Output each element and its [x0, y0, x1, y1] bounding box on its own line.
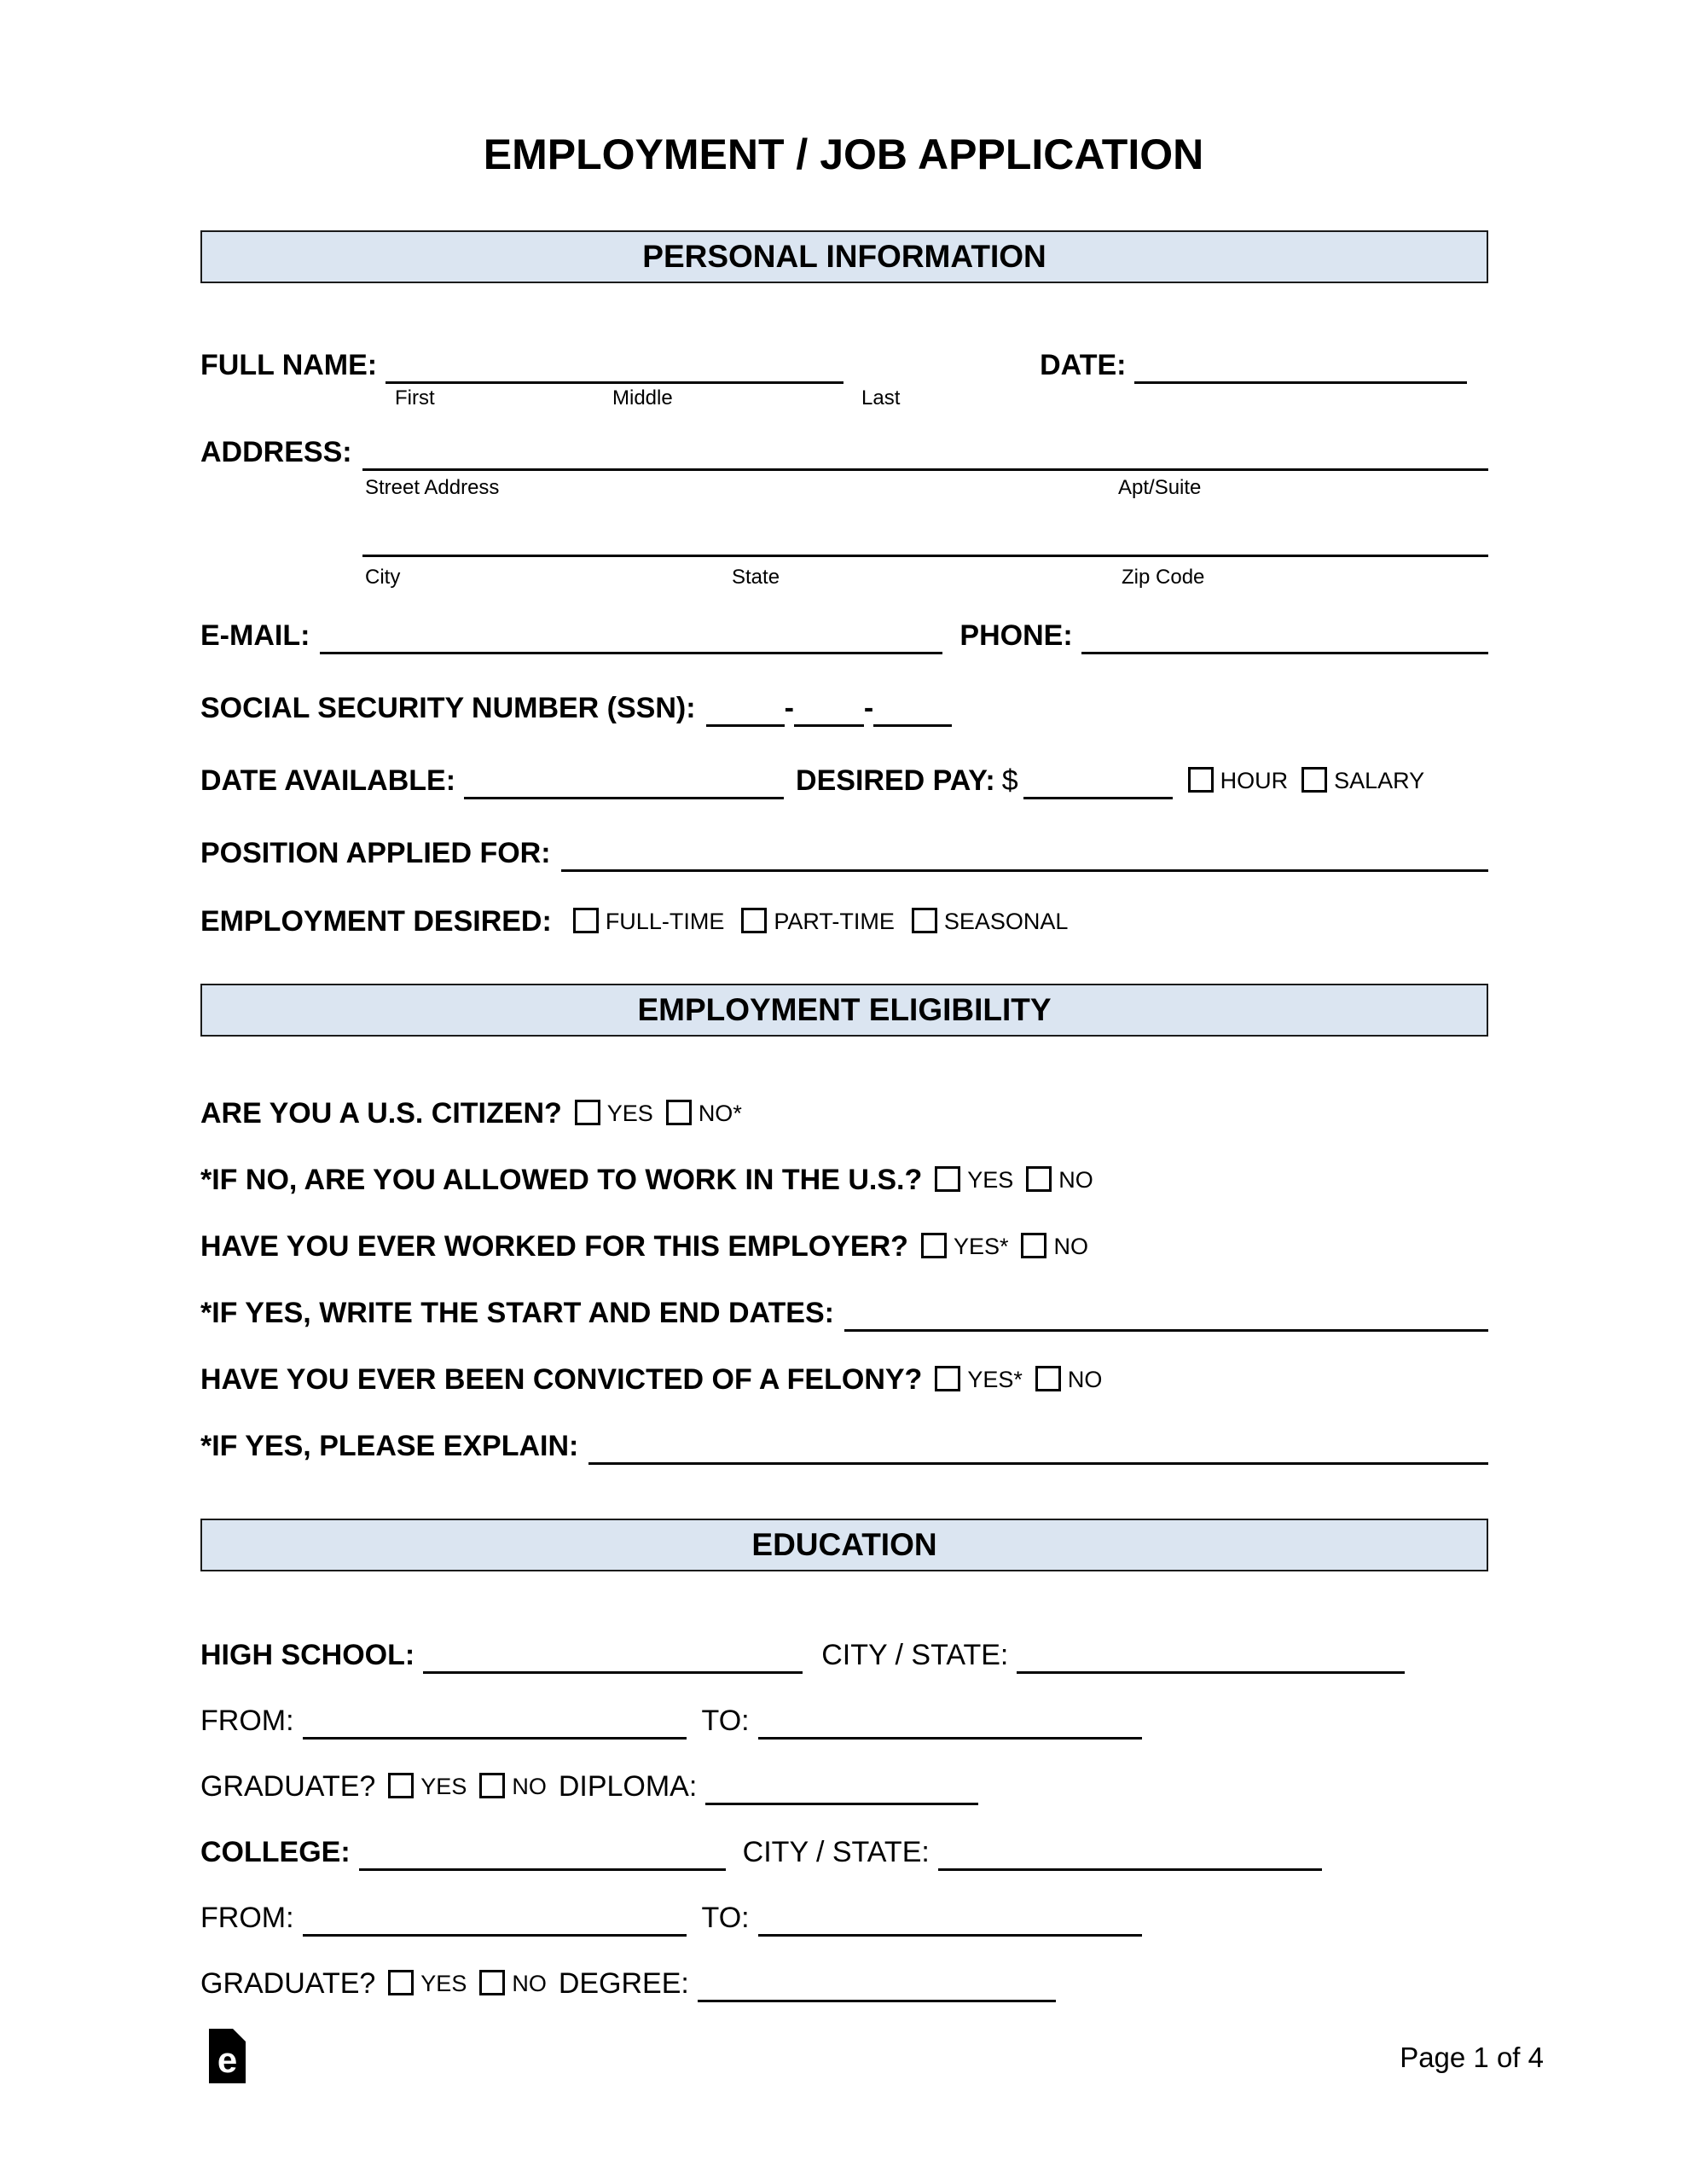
- section-header-employment-eligibility: [200, 984, 1488, 1037]
- ssn-part2-input-line[interactable]: [794, 690, 864, 727]
- zip-code-sublabel: Zip Code: [1122, 566, 1205, 589]
- city-state-zip-input-line[interactable]: [362, 520, 1488, 557]
- high-school-label: HIGH SCHOOL:: [200, 1639, 415, 1671]
- felony-no-label: NO: [1067, 1367, 1103, 1392]
- date-available-desired-pay-row: [200, 763, 1424, 799]
- college-dates-row: [200, 1900, 1142, 1937]
- desired-pay-label: DESIRED PAY:: [796, 764, 995, 797]
- high-school-graduate-row: [200, 1769, 978, 1805]
- citizen-no-label: NO*: [698, 1101, 742, 1126]
- full-time-option-label: FULL-TIME: [605, 909, 725, 934]
- address-label: ADDRESS:: [200, 436, 352, 468]
- section-header-personal-information: [200, 230, 1488, 283]
- checkbox-allowed-yes[interactable]: [935, 1166, 960, 1192]
- checkbox-felony-no[interactable]: [1035, 1366, 1061, 1391]
- ssn-part1-input-line[interactable]: [706, 690, 785, 727]
- checkbox-pay-hour[interactable]: [1188, 767, 1214, 793]
- section-header-education-label: EDUCATION: [751, 1527, 937, 1562]
- checkbox-college-graduate-yes[interactable]: [388, 1970, 414, 1995]
- state-sublabel: State: [732, 566, 780, 589]
- start-end-dates-label: *IF YES, WRITE THE START AND END DATES:: [200, 1297, 834, 1329]
- street-address-input-line[interactable]: [362, 434, 1488, 471]
- felony-explain-row: [200, 1428, 1488, 1465]
- pay-salary-option-label: SALARY: [1334, 768, 1425, 793]
- high-school-graduate-label: GRADUATE?: [200, 1770, 376, 1803]
- date-input-line[interactable]: [1134, 347, 1467, 384]
- high-school-to-input-line[interactable]: [758, 1703, 1142, 1740]
- checkbox-citizen-no[interactable]: [666, 1100, 692, 1125]
- felony-explain-label: *IF YES, PLEASE EXPLAIN:: [200, 1430, 579, 1462]
- section-header-education: [200, 1519, 1488, 1571]
- checkbox-hs-graduate-no[interactable]: [479, 1773, 505, 1798]
- worked-no-label: NO: [1053, 1234, 1088, 1259]
- college-to-label: TO:: [701, 1902, 750, 1934]
- page-indicator: Page 1 of 4: [1400, 2042, 1544, 2073]
- checkbox-worked-yes[interactable]: [921, 1233, 947, 1258]
- form-title: EMPLOYMENT / JOB APPLICATION: [483, 131, 1204, 178]
- worked-for-employer-question-label: HAVE YOU EVER WORKED FOR THIS EMPLOYER?: [200, 1230, 908, 1263]
- high-school-to-label: TO:: [701, 1705, 750, 1737]
- allowed-to-work-question-row: [200, 1162, 1093, 1199]
- last-name-sublabel: Last: [861, 386, 901, 410]
- college-graduate-row: [200, 1966, 1056, 2002]
- high-school-from-label: FROM:: [200, 1705, 294, 1737]
- hs-graduate-yes-label: YES: [420, 1774, 467, 1799]
- desired-pay-input-line[interactable]: [1023, 763, 1173, 799]
- citizen-yes-label: YES: [606, 1101, 653, 1126]
- first-name-sublabel: First: [395, 386, 435, 410]
- checkbox-worked-no[interactable]: [1021, 1233, 1046, 1258]
- allowed-to-work-question-label: *IF NO, ARE YOU ALLOWED TO WORK IN THE U.S.?: [200, 1164, 923, 1196]
- worked-yes-label: YES*: [953, 1234, 1009, 1259]
- email-phone-row: [200, 618, 1488, 654]
- section-header-employment-eligibility-label: EMPLOYMENT ELIGIBILITY: [637, 992, 1052, 1027]
- section-header-personal-information-label: PERSONAL INFORMATION: [642, 239, 1046, 274]
- degree-input-line[interactable]: [698, 1966, 1056, 2002]
- allowed-no-label: NO: [1058, 1167, 1093, 1193]
- position-applied-input-line[interactable]: [561, 835, 1488, 872]
- street-address-sublabel: Street Address: [365, 476, 500, 499]
- felony-question-label: HAVE YOU EVER BEEN CONVICTED OF A FELONY?: [200, 1363, 923, 1396]
- diploma-label: DIPLOMA:: [558, 1770, 698, 1803]
- start-end-dates-input-line[interactable]: [844, 1295, 1488, 1332]
- checkbox-college-graduate-no[interactable]: [479, 1970, 505, 1995]
- position-applied-row: [200, 835, 1488, 872]
- ssn-dash-2: -: [863, 692, 874, 724]
- college-input-line[interactable]: [359, 1834, 726, 1871]
- allowed-yes-label: YES: [967, 1167, 1014, 1193]
- college-from-input-line[interactable]: [303, 1900, 687, 1937]
- address-row: [200, 434, 1488, 471]
- phone-input-line[interactable]: [1081, 618, 1488, 654]
- college-city-state-input-line[interactable]: [938, 1834, 1322, 1871]
- degree-label: DEGREE:: [558, 1967, 689, 2000]
- full-name-label: FULL NAME:: [200, 349, 378, 381]
- checkbox-part-time[interactable]: [741, 908, 767, 933]
- checkbox-pay-salary[interactable]: [1301, 767, 1327, 793]
- college-graduate-yes-label: YES: [420, 1971, 467, 1996]
- checkbox-hs-graduate-yes[interactable]: [388, 1773, 414, 1798]
- college-city-state-label: CITY / STATE:: [742, 1836, 930, 1868]
- employment-desired-label: EMPLOYMENT DESIRED:: [200, 905, 552, 938]
- city-sublabel: City: [365, 566, 401, 589]
- felony-yes-label: YES*: [967, 1367, 1023, 1392]
- felony-question-row: [200, 1362, 1102, 1398]
- high-school-dates-row: [200, 1703, 1142, 1740]
- apt-suite-sublabel: Apt/Suite: [1118, 476, 1202, 499]
- college-label: COLLEGE:: [200, 1836, 351, 1868]
- pay-hour-option-label: HOUR: [1220, 768, 1289, 793]
- checkbox-allowed-no[interactable]: [1026, 1166, 1052, 1192]
- employment-desired-row: [200, 903, 1068, 940]
- full-name-row: [200, 347, 1467, 384]
- college-graduate-label: GRADUATE?: [200, 1967, 376, 2000]
- diploma-input-line[interactable]: [705, 1769, 978, 1805]
- logo-letter: e: [217, 2040, 238, 2080]
- eforms-logo: [209, 2029, 246, 2083]
- college-from-label: FROM:: [200, 1902, 294, 1934]
- start-end-dates-row: [200, 1295, 1488, 1332]
- us-citizen-question-label: ARE YOU A U.S. CITIZEN?: [200, 1097, 562, 1130]
- checkbox-felony-yes[interactable]: [935, 1366, 960, 1391]
- position-applied-label: POSITION APPLIED FOR:: [200, 837, 551, 869]
- part-time-option-label: PART-TIME: [774, 909, 895, 934]
- seasonal-option-label: SEASONAL: [943, 909, 1069, 934]
- high-school-row: [200, 1637, 1405, 1674]
- dollar-sign: $: [1001, 764, 1018, 797]
- high-school-city-state-input-line[interactable]: [1017, 1637, 1405, 1674]
- high-school-from-input-line[interactable]: [303, 1703, 687, 1740]
- date-available-input-line[interactable]: [464, 763, 784, 799]
- ssn-dash-1: -: [784, 692, 794, 724]
- phone-label: PHONE:: [959, 619, 1073, 652]
- email-input-line[interactable]: [320, 618, 942, 654]
- college-row: [200, 1834, 1322, 1871]
- high-school-input-line[interactable]: [423, 1637, 803, 1674]
- worked-for-employer-question-row: [200, 1228, 1088, 1265]
- college-graduate-no-label: NO: [512, 1971, 547, 1996]
- high-school-city-state-label: CITY / STATE:: [821, 1639, 1009, 1671]
- address-row-2: [200, 520, 1488, 557]
- date-label: DATE:: [1040, 349, 1127, 381]
- email-label: E-MAIL:: [200, 619, 310, 652]
- full-name-input-line[interactable]: [386, 347, 844, 384]
- felony-explain-input-line[interactable]: [588, 1428, 1488, 1465]
- checkbox-citizen-yes[interactable]: [575, 1100, 600, 1125]
- us-citizen-question-row: [200, 1095, 742, 1132]
- ssn-label: SOCIAL SECURITY NUMBER (SSN):: [200, 692, 696, 724]
- ssn-part3-input-line[interactable]: [873, 690, 952, 727]
- hs-graduate-no-label: NO: [512, 1774, 547, 1799]
- checkbox-seasonal[interactable]: [912, 908, 937, 933]
- middle-name-sublabel: Middle: [612, 386, 673, 410]
- checkbox-full-time[interactable]: [573, 908, 599, 933]
- ssn-row: [200, 690, 952, 727]
- date-available-label: DATE AVAILABLE:: [200, 764, 456, 797]
- college-to-input-line[interactable]: [758, 1900, 1142, 1937]
